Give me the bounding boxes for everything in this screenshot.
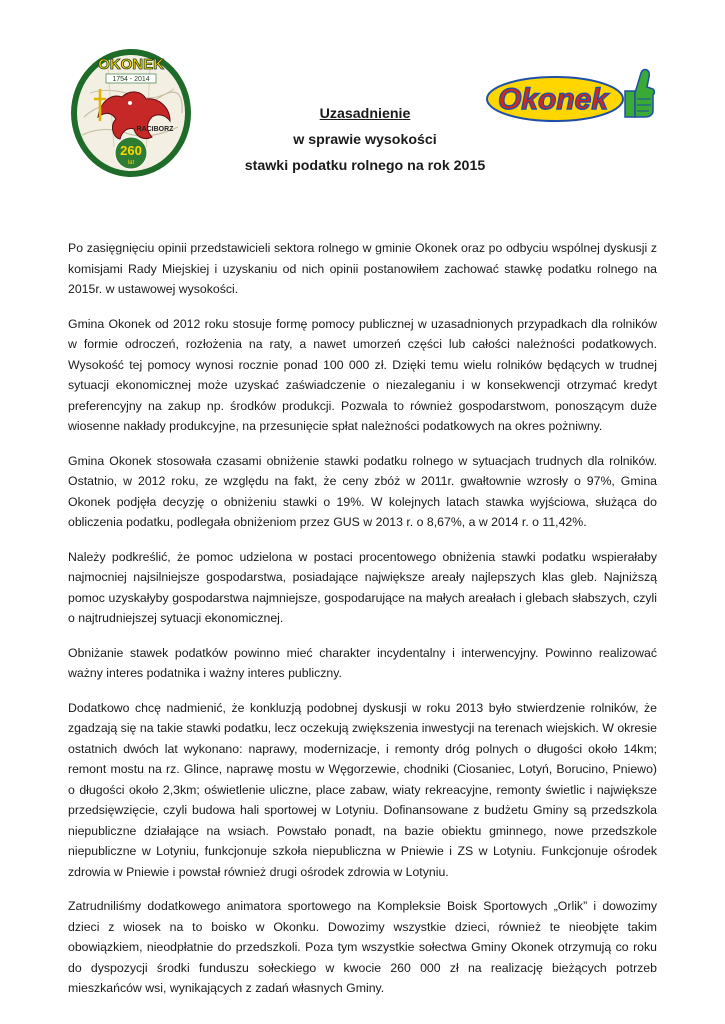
thumbs-up-icon [625,70,655,117]
paragraph-2: Gmina Okonek od 2012 roku stosuje formę pomocy publicznej w uzasadnionych przypadkach dla rolników w formie odroczeń, rozłożenia na raty, a nawet umorzeń części lub całości należności podatkowych. Wysokość tej pomocy wynosi rocznie ponad 100 000 zł. Dzięki temu wielu rolników będących w trudnej sytuacji ekonomicznej może uzyskać zaświadczenie o niezaleganiu i w konsekwencji otrzymać kredyt preferencyjny na zakup np. środków produkcji. Pozwala to również gospodarstwom, ponoszącym duże wiosenne nakłady produkcyjne, na przesunięcie spłat należności podatkowych na okres pożniwny. [68,316,657,433]
seal-anniversary-unit: lat [127,160,135,166]
paragraph-1: Po zasięgnięciu opinii przedstawicieli sektora rolnego w gminie Okonek oraz po odbyciu wspólnej dyskusji z komisjami Rady Miejskiej i uzyskaniu od nich opinii postanowiłem zachować stawkę podatku rolnego na 2015r. w ustawowej wysokości. [68,241,657,296]
paragraph-4: Należy podkreślić, że pomoc udzielona w postaci procentowego obniżenia stawki podatku wspierałaby najmocniej najsilniejsze gospodarstwa, posiadające największe areały najlepszych klas gleb. Najniższą pomoc uzyskałyby gospodarstwa najmniejsze, gospodarujące na małych areałach i glebach słabszych, czyli o najtrudniejszej sytuacji ekonomicznej. [68,549,657,625]
brand-wordmark: Okonek [497,83,609,116]
paragraph-7: Zatrudniliśmy dodatkowego animatora sportowego na Kompleksie Boisk Sportowych „Orlik” i dowozimy dzieci z wiosek na to boisko w Okonku. Dowozimy wszystkie dzieci, również te nieobjęte takim obowiązkiem, nieodpłatnie do przedszkoli. Poza tym wszystkie sołectwa Gminy Okonek otrzymują co roku do dyspozycji środki funduszu sołeckiego w kwocie 260 000 zł na realizację bieżących potrzeb mieszkańców wsi, wynikających z zadań własnych Gminy. [68,899,657,995]
seal-place: RACIBORZ [136,126,174,133]
title-line-3: stawki podatku rolnego na rok 2015 [244,158,486,174]
seal-years: 1754 - 2014 [112,76,150,83]
town-seal-logo [70,47,192,179]
document-body [68,238,657,1013]
paragraph-3: Gmina Okonek stosowała czasami obniżenie stawki podatku rolnego w sytuacjach trudnych dla rolników. Ostatnio, w 2012 roku, ze względu na fakt, że ceny zbóż w 2011r. gwałtownie wzrosły o 97%, Gmina Okonek podjęła decyzję o obniżeniu stawki o 19%. W kolejnych latach stawka wyjściowa, służąca do obliczenia podatku, podlegała obniżeniom przez GUS w 2013 r. o 8,67%, a w 2014 r. o 11,42%. [68,453,657,529]
paragraph-5: Obniżanie stawek podatków powinno mieć charakter incydentalny i interwencyjny. Powinno realizować ważny interes podatnika i ważny interes publiczny. [68,645,657,680]
seal-ring-text: OKONEK [98,56,164,73]
paragraph-6: Dodatkowo chcę nadmienić, że konkluzją podobnej dyskusji w roku 2013 było stwierdzenie rolników, że zgadzają się na takie stawki podatku, lecz oczekują zwiększenia inwestycji na terenach wiejskich. W okresie ostatnich dwóch lat wykonano: naprawy, modernizacje, i remonty dróg polnych o długości około 14km; remont mostu na rz. Glince, naprawę mostu w Węgorzewie, chodniki (Ciosaniec, Lotyń, Borucino, Pniewo) o długości około 2,3km; oświetlenie uliczne, place zabaw, wiaty rekreacyjne, remonty świetlic i największe przedsięwzięcie, czyli budowa hali sportowej w Lotyniu. Dofinansowane z budżetu Gminy są przedszkola niepubliczne działające na wsiach. Powstało ponadt, na bazie obiektu gminnego, nowe przedszkole niepubliczne w Lotyniu, funkcjonuje szkoła niepubliczna w Pniewie i ZS w Lotyniu. Funkcjonuje ośrodek zdrowia w Pniewie i powstał również drugi ośrodek zdrowia w Lotyniu. [68,700,657,879]
seal-graphic [70,47,192,179]
title-line-2: w sprawie wysokości [293,132,437,148]
title-line-1: Uzasadnienie [319,106,411,122]
seal-anniversary: 260 [120,143,142,158]
document-title [200,101,530,179]
